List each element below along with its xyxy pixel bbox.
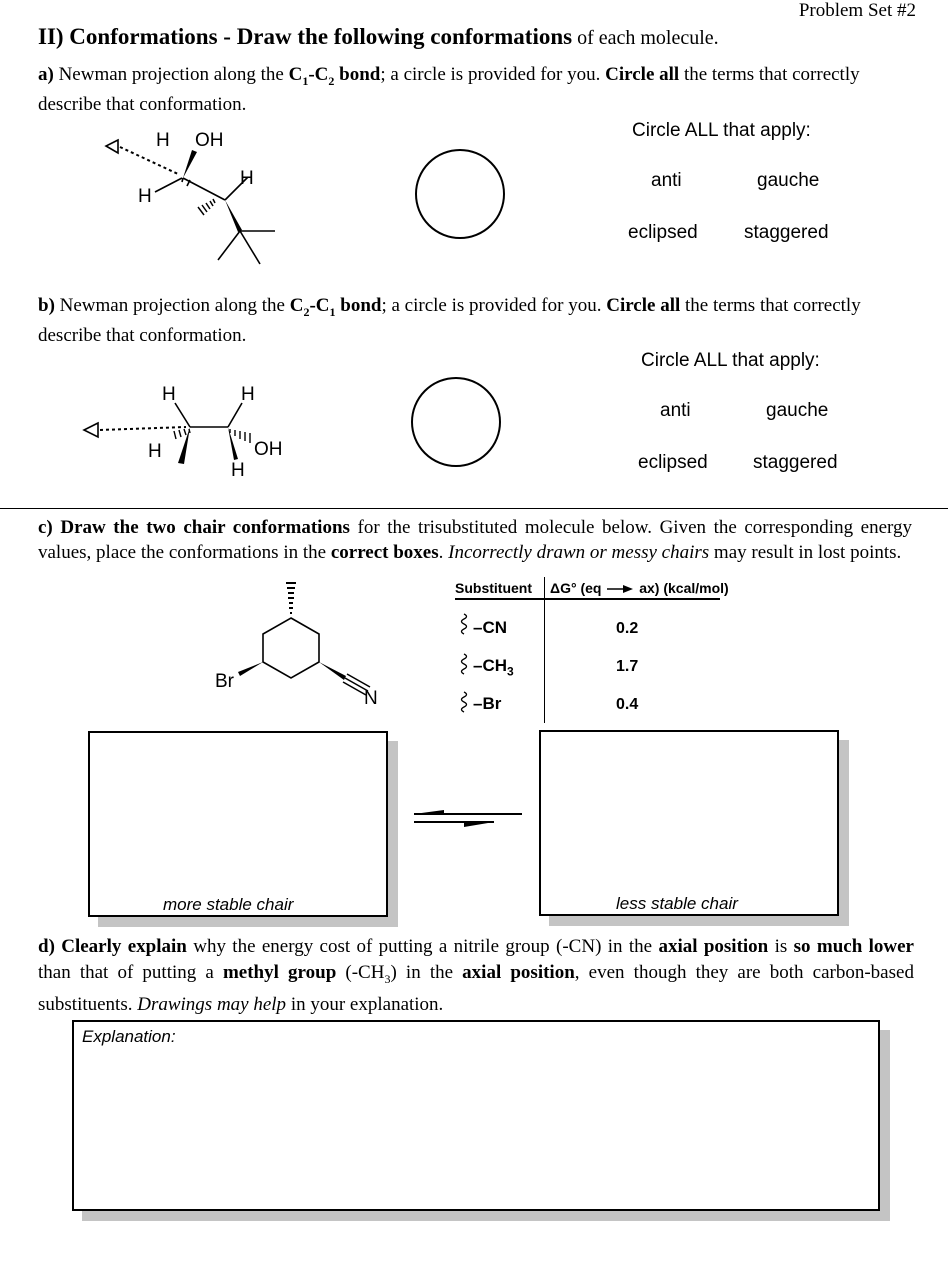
part-a-option-anti[interactable]: anti [651, 170, 682, 191]
section-title-rest: of each molecule. [572, 27, 719, 49]
table-header-energy: ΔG° (eq ax) (kcal/mol) [550, 580, 729, 596]
h-label: H [162, 384, 176, 405]
br-label: Br [215, 671, 234, 692]
part-a-circle-prompt: Circle ALL that apply: [632, 120, 811, 141]
h-label: H [156, 130, 170, 151]
part-b-option-gauche[interactable]: gauche [766, 400, 829, 421]
oh-label: OH [254, 439, 283, 460]
part-a-molecule [100, 120, 300, 270]
table-column-rule [544, 577, 545, 723]
part-b-option-staggered[interactable]: staggered [753, 452, 838, 473]
part-b-molecule [78, 375, 308, 485]
part-c-label: c) [38, 517, 53, 538]
right-arrow-icon [605, 584, 635, 594]
table-value: 0.2 [616, 620, 639, 637]
more-stable-chair-box[interactable] [88, 731, 388, 917]
oh-label: OH [195, 130, 224, 151]
h-label: H [231, 460, 245, 481]
part-b-option-anti[interactable]: anti [660, 400, 691, 421]
section-title [38, 24, 719, 50]
part-a-option-staggered[interactable]: staggered [744, 222, 829, 243]
part-d-label: d) [38, 936, 55, 957]
less-stable-chair-label: less stable chair [616, 894, 738, 913]
part-a-option-gauche[interactable]: gauche [757, 170, 820, 191]
section-title-bold: II) Conformations - Draw the following conformations [38, 24, 573, 49]
h-label: H [138, 186, 152, 207]
section-divider [0, 508, 948, 509]
table-row: $-CH_3$ [473, 656, 514, 679]
part-b-label: b) [38, 295, 55, 316]
problem-set-label: Problem Set #2 [798, 0, 916, 21]
table-value: 1.7 [616, 658, 639, 675]
h-label: H [240, 168, 254, 189]
part-c-question: c) Draw the two chair conformations for the trisubstituted molecule below. Given the corresponding energy values, place the conformations in the correct boxes. Incorrectly drawn or messy chairs may result in lost points. [38, 517, 912, 563]
table-value: 0.4 [616, 696, 639, 713]
h-label: H [241, 384, 255, 405]
table-row: –Br [473, 694, 502, 713]
part-a-newman-circle[interactable] [412, 146, 508, 242]
less-stable-chair-box[interactable] [539, 730, 839, 916]
part-b-question: b) Newman projection along the $C_2-C_1$ bond; a circle is provided for you. Circle all the terms that correctly describe that conformation. [38, 295, 861, 346]
eye-icon [106, 140, 118, 153]
h-label: H [148, 441, 162, 462]
part-a-question: a) Newman projection along the $C_1-C_2$ bond; a circle is provided for you. Circle all the terms that correctly describe that conformation. [38, 64, 860, 115]
table-header-rule [455, 598, 720, 600]
table-row: –CN [473, 618, 508, 637]
part-c-molecule [210, 580, 390, 705]
part-b-circle-prompt: Circle ALL that apply: [641, 350, 820, 371]
eye-icon [84, 423, 98, 437]
explanation-label: Explanation: [82, 1027, 176, 1046]
table-header-substituent: Substituent [455, 580, 532, 596]
part-a-label: a) [38, 64, 54, 85]
more-stable-chair-label: more stable chair [163, 895, 294, 914]
part-b-newman-circle[interactable] [408, 374, 504, 470]
part-a-option-eclipsed[interactable]: eclipsed [628, 222, 698, 243]
n-label: N [364, 688, 378, 705]
equilibrium-arrows-icon [410, 803, 526, 833]
part-b-option-eclipsed[interactable]: eclipsed [638, 452, 708, 473]
part-d-question: d) Clearly explain why the energy cost of putting a nitrile group (-CN) in the axial position is so much lower than that of putting a methyl group $(-CH_3)$ in the axial position, even though they are both carbon-based substituents. Drawings may help in your explanation. [38, 936, 914, 1015]
explanation-box[interactable] [72, 1020, 880, 1211]
